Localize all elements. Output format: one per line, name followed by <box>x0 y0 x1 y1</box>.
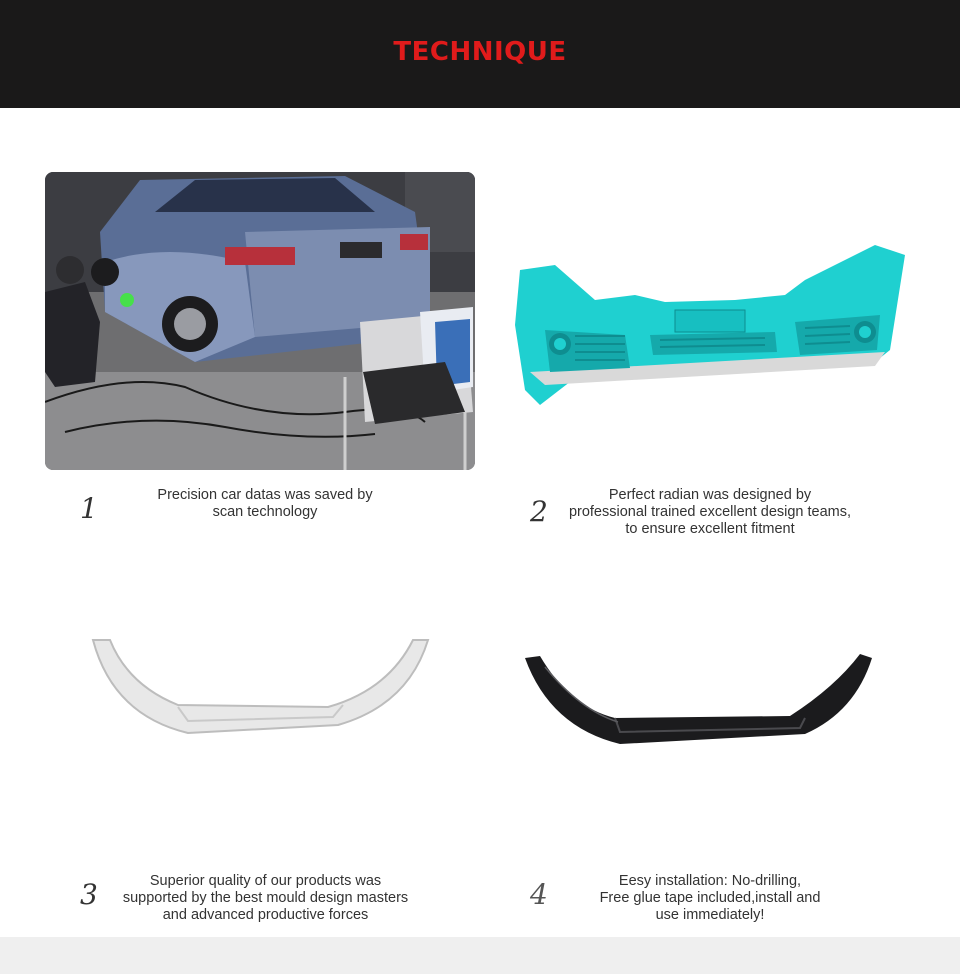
carbon-lip-image <box>520 652 875 752</box>
step-1-number: 1 <box>80 492 98 525</box>
step-2-text: Perfect radian was designed by professional trained excellent design teams, to ensure excellent fitment <box>568 487 852 537</box>
car-scan-photo <box>45 172 475 470</box>
bumper-3d-model-image <box>515 240 910 410</box>
step-3-number: 3 <box>80 878 98 911</box>
technique-header <box>0 0 960 108</box>
footer-band <box>0 937 960 974</box>
white-mould-lip-image <box>88 635 433 740</box>
step-4-number: 4 <box>530 878 548 911</box>
step-1-text: Precision car datas was saved by scan technology <box>157 487 373 520</box>
step-2-number: 2 <box>530 495 548 528</box>
step-4-text: Eesy installation: No-drilling, Free glue tape included,install and use immediately! <box>599 873 821 923</box>
step-3-text: Superior quality of our products was supported by the best mould design masters and advanced productive forces <box>122 873 409 923</box>
page-title: TECHNIQUE <box>393 37 567 67</box>
